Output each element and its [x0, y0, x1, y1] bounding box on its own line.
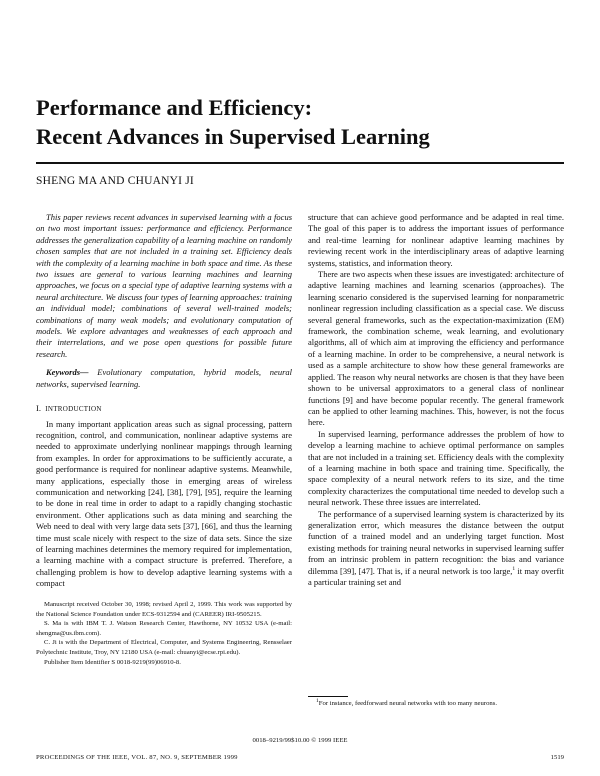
authors: SHENG MA AND CHUANYI JI — [36, 175, 194, 187]
footnote-number: 1 — [316, 697, 319, 704]
footnote — [308, 699, 564, 708]
manuscript-note: C. Ji is with the Department of Electrical, Computer, and Systems Engineering, Rensselaer Polytechnic Institute, Troy, NY 12180 USA (e-mail: chuanyi@ecse.rpi.edu). — [36, 639, 292, 656]
keywords — [36, 367, 292, 390]
section-heading — [36, 403, 292, 415]
paragraph — [308, 509, 564, 589]
section-number: I. — [36, 403, 41, 414]
footnote-marker: 1 — [512, 565, 516, 572]
paragraph: There are two aspects when these issues are investigated: architecture of adaptive learning machines and learning scenarios (approaches). The learning scenario considered is the supervised learning for nonparametric nonlinear regression including classification as a special case. We discuss several general frameworks, such as the expectation-maximization (EM) framework, the combination scheme, weak learning, and evolutionary algorithms, all of which aim at improving the efficiency and performance of a learning machine. In order to be comprehensive, a neural network is used as a sample architecture to show how these general frameworks are applied. The reason why neural networks are chosen is that they have been shown to be universal approximators to a general class of nonlinear functions [9] and have become popular recently. The general framework can be applied to other learning machines. This, however, is not the focus here. — [308, 269, 564, 428]
intro-paragraph: In many important application areas such as signal processing, pattern recognition, control, and communication, nonlinear adaptive systems are needed to approximate underlying nonlinear mappings through learning from examples. In order for approximations to be sufficiently accurate, a good performance is required for nonlinear adaptive systems. Meanwhile, many applications, especially those in emerging areas of wireless communication and networking [24], [38], [79], [95], require the learning to be done in real time in order to adapt to a rapidly changing stochastic environment. Other applications such as data mining and searching the Web need to deal with very large data sets [37], [66], and thus the learning time must scale nicely with respect to the size of data sets. Since the size of learning machines determines the memory required for implementation, a learning machine with a compact structure is preferred. Therefore, a challenging problem is how to develop adaptive learning systems with a compact — [36, 418, 292, 589]
paragraph-text: The performance of a supervised learning system is characterized by its generalization error, which measures the distance between the output function of a trained model and an underlying target function. Most existing methods for training neural networks in supervised learning suffer from an intrinsic problem in pattern recognition: the bias and variance dilemma [39], [47]. That is, if a neural network is too large, — [308, 508, 564, 576]
paragraph-tail: it may overfit a particular training set and — [308, 565, 564, 587]
manuscript-note: S. Ma is with IBM T. J. Watson Research Center, Hawthorne, NY 10532 USA (e-mail: shengma@us.ibm.com). — [36, 620, 292, 637]
paragraph: structure that can achieve good performance and be adapted in real time. The goal of this paper is to address the important issues of performance and real-time learning for nonlinear adaptive learning machines by reviewing recent work in the interdisciplinary areas of adaptive learning systems, statistics, and information theory. — [308, 212, 564, 268]
title-line-1: Performance and Efficiency: — [36, 95, 313, 120]
paper-title — [36, 93, 566, 151]
copyright: 0018–9219/99$10.00 © 1999 IEEE — [252, 737, 348, 744]
footnote-rule — [308, 696, 348, 697]
manuscript-notes — [36, 600, 292, 667]
title-line-2: Recent Advances in Supervised Learning — [36, 124, 430, 149]
section-title: INTRODUCTION — [45, 405, 102, 414]
footnote-text: For instance, feedforward neural networks with too many neurons. — [318, 700, 498, 707]
keywords-label: Keywords— — [46, 367, 89, 378]
left-column — [36, 212, 292, 590]
running-footer: PROCEEDINGS OF THE IEEE, VOL. 87, NO. 9, SEPTEMBER 1999 — [36, 754, 238, 761]
manuscript-note: Manuscript received October 30, 1998; revised April 2, 1999. This work was supported by the National Science Foundation under ECS-9312594 and (CAREER) IRI-9505215. — [36, 601, 292, 618]
abstract: This paper reviews recent advances in supervised learning with a focus on two most important issues: performance and efficiency. Performance addresses the generalization capability of a learning machine on randomly chosen samples that are not included in a training set. Efficiency deals with the complexity of a learning machine in both space and time. As these two issues are general to various learning machines and learning approaches, we focus on a special type of adaptive learning systems with a neural architecture. We discuss four types of learning approaches: training an individual model; combinations of several well-trained models; combinations of many weak models; and evolutionary computation of models. We explore advantages and weaknesses of each approach and their interrelations, and we pose open questions for possible future research. — [36, 212, 292, 359]
right-column — [308, 212, 564, 588]
page-number: 1519 — [550, 754, 564, 761]
manuscript-note: Publisher Item Identifier S 0018-9219(99)06910-8. — [44, 658, 181, 666]
title-rule — [36, 162, 564, 164]
paragraph: In supervised learning, performance addresses the problem of how to develop a learning machine to achieve optimal performance on samples that are not included in a training set. Efficiency deals with the complexity of a learning machine in both space and training time. Specifically, the space complexity of a neural network refers to its size, and the time complexity characterizes the computational time needed to develop such a neural network. These three issues are interrelated. — [308, 428, 564, 508]
keywords-text: Evolutionary computation, hybrid models, neural networks, supervised learning. — [36, 367, 292, 389]
